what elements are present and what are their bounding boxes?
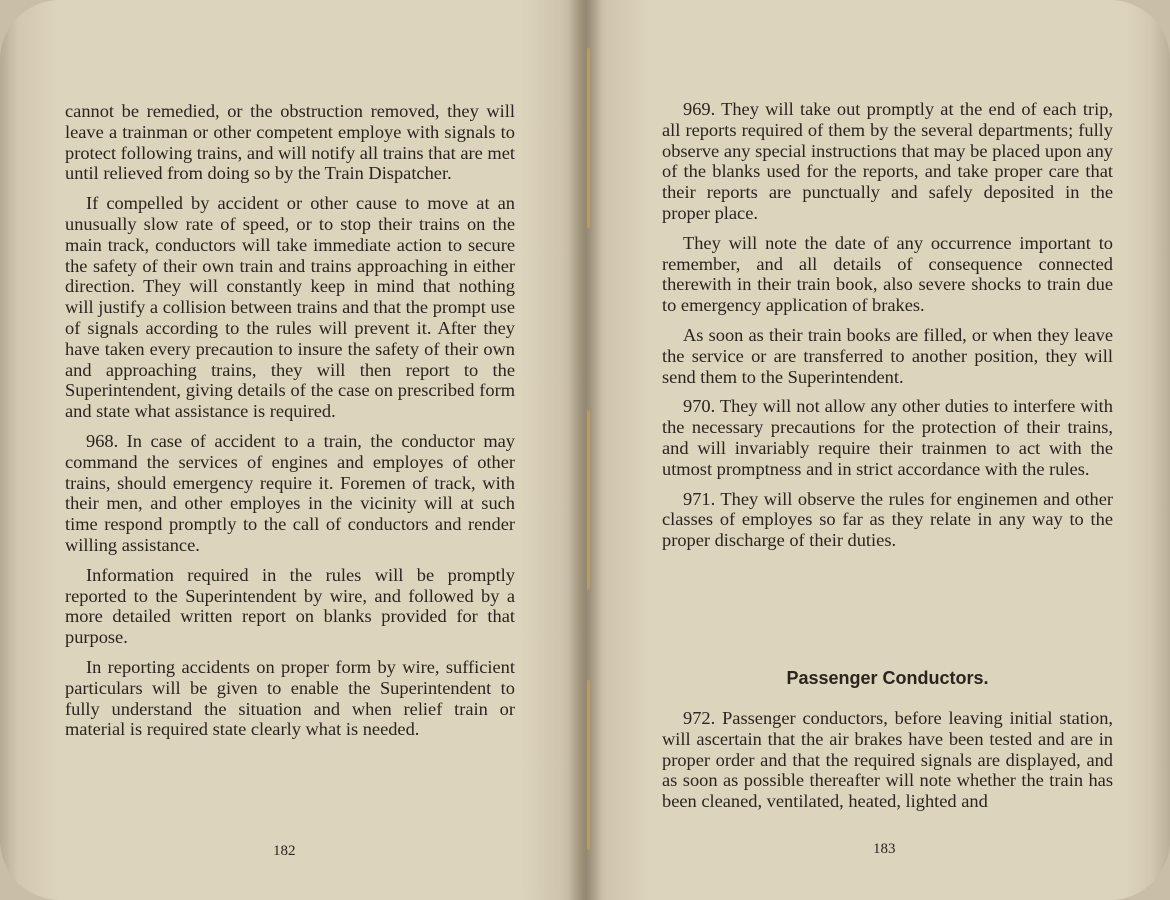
paragraph: 970. They will not allow any other duties to interfere with the necessary precautions for the protection of their trains, and will invariably require their trainmen to act with the utmost promptness and in strict accordance with the rules. [662, 396, 1113, 479]
right-page-section-body [662, 708, 1113, 821]
paragraph: Information required in the rules will be promptly reported to the Superintendent by wire, and followed by a more detailed written report on blanks provided for that purpose. [65, 564, 515, 648]
section-heading: Passenger Conductors. [786, 668, 989, 688]
page-number: 183 [873, 841, 896, 857]
paragraph: cannot be remedied, or the obstruction removed, they will leave a trainman or other competent employe with signals to protect following trains, and will notify all trains that are met until relieved from doing so by the Train Dispatcher. [65, 101, 515, 184]
paragraph: 971. They will observe the rules for enginemen and other classes of employes so far as they relate in any way to the proper discharge of their duties. [662, 488, 1113, 551]
right-page-body [662, 99, 1113, 560]
book-gutter [568, 0, 602, 900]
paragraph: In reporting accidents on proper form by wire, sufficient particulars will be given to enable the Superintendent to fully understand the situation and when relief train or material is required state clearly what is needed. [65, 656, 515, 740]
paragraph: 968. In case of accident to a train, the conductor may command the services of engines and employes of other trains, should emergency require it. Foremen of track, with their men, and other employes in the vicinity will at such time respond promptly to the call of conductors and render willing assistance. [65, 430, 515, 555]
left-page-body [65, 101, 515, 749]
paragraph: 972. Passenger conductors, before leaving initial station, will ascertain that the air brakes have been tested and are in proper order and that the required signals are displayed, and as soon as possible thereafter will note whether the train has been cleaned, ventilated, heated, lighted and [662, 708, 1113, 812]
binding-thread [587, 410, 590, 590]
paragraph: As soon as their train books are filled, or when they leave the service or are transferred to another position, they will send them to the Superintendent. [662, 324, 1113, 387]
binding-thread [587, 48, 590, 228]
paragraph: 969. They will take out promptly at the end of each trip, all reports required of them by the several departments; fully observe any special instructions that may be placed upon any of the blanks used for the reports, and take proper care that their reports are punctually and safely deposited in the proper place. [662, 99, 1113, 223]
paragraph: They will note the date of any occurrence important to remember, and all details of consequence connected therewith in their train book, also severe shocks to train due to emergency application of brakes. [662, 232, 1113, 316]
binding-thread [587, 680, 590, 850]
page-number: 182 [273, 843, 296, 859]
paragraph: If compelled by accident or other cause to move at an unusually slow rate of speed, or to stop their trains on the main track, conductors will take immediate action to secure the safety of their own train and trains approaching in either direction. They will constantly keep in mind that nothing will justify a collision between trains and that the prompt use of signals according to the rules will prevent it. After they have taken every precaution to insure the safety of their own and approaching trains, they will then report to the Superintendent, giving details of the case on prescribed form and state what assistance is required. [65, 193, 515, 422]
